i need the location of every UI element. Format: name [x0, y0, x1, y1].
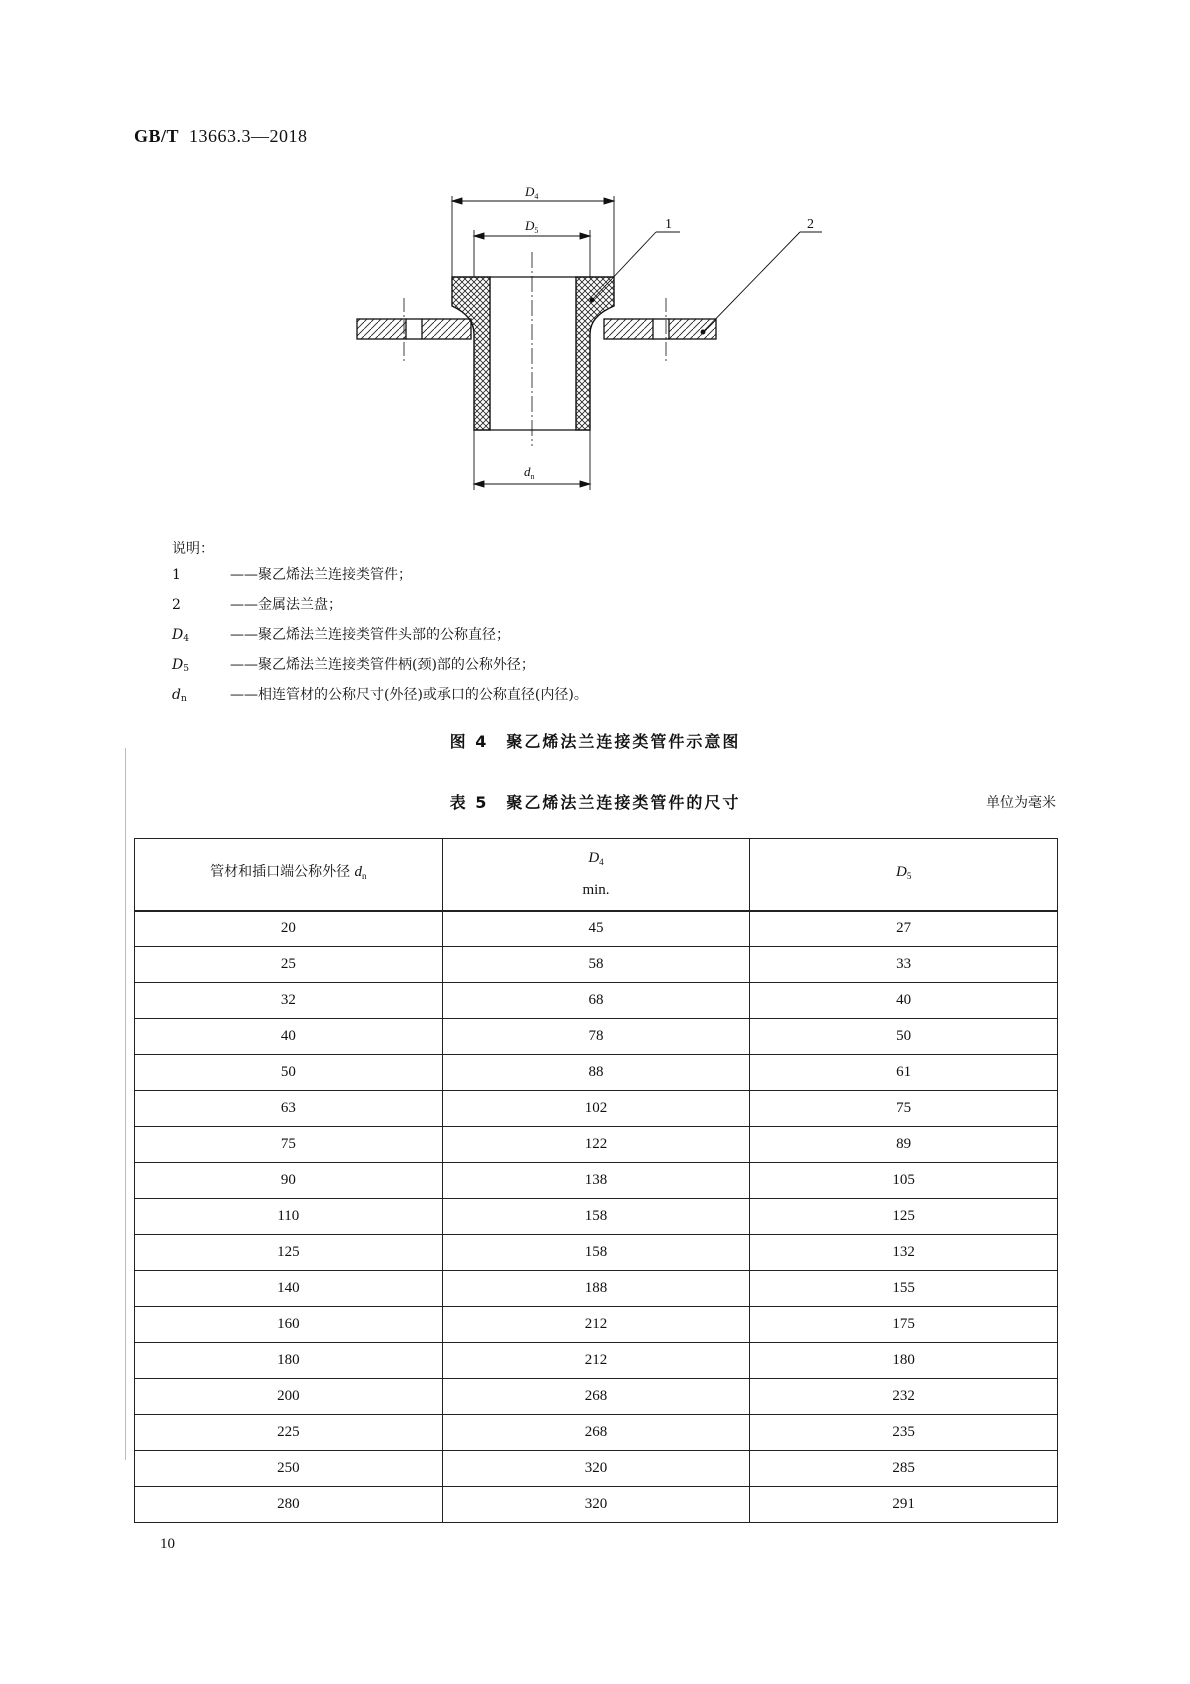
table-cell: 75 — [750, 1091, 1058, 1127]
table-row — [135, 1307, 1058, 1343]
dim-label-dn: $d_n$ — [524, 464, 535, 481]
table-cell: 155 — [750, 1271, 1058, 1307]
table-cell: 78 — [442, 1019, 750, 1055]
table-cell: 63 — [135, 1091, 443, 1127]
callout-1: 1 — [665, 217, 672, 232]
table-cell: 250 — [135, 1451, 443, 1487]
dim-label-d5: $D_5$ — [525, 218, 539, 235]
legend-title: 说明： — [172, 541, 214, 557]
table-cell: 88 — [442, 1055, 750, 1091]
table-cell: 138 — [442, 1163, 750, 1199]
table-cell: 158 — [442, 1199, 750, 1235]
table-row — [135, 1127, 1058, 1163]
table-cell: 132 — [750, 1235, 1058, 1271]
table-cell: 68 — [442, 983, 750, 1019]
standard-prefix: GB/T — [134, 126, 180, 146]
legend-item: 2 ——金属法兰盘； — [172, 597, 342, 613]
table-cell: 20 — [135, 911, 443, 947]
table-row — [135, 1271, 1058, 1307]
standard-code — [134, 126, 308, 147]
table-row — [135, 1487, 1058, 1523]
table-cell: 75 — [135, 1127, 443, 1163]
header-nominal-od: 管材和插口端公称外径 $d_n$ — [135, 839, 443, 911]
table-cell: 122 — [442, 1127, 750, 1163]
table-cell: 200 — [135, 1379, 443, 1415]
table-cell: 61 — [750, 1055, 1058, 1091]
metal-flange — [357, 319, 716, 339]
table-cell: 175 — [750, 1307, 1058, 1343]
dim-label-d4: $D_4$ — [525, 184, 539, 201]
table-cell: 285 — [750, 1451, 1058, 1487]
table-cell: 320 — [442, 1451, 750, 1487]
table-caption: 表 5 聚乙烯法兰连接类管件的尺寸 — [449, 793, 741, 812]
table-row — [135, 1415, 1058, 1451]
table-cell: 180 — [750, 1343, 1058, 1379]
table-row — [135, 1451, 1058, 1487]
table-row — [135, 1199, 1058, 1235]
header-d5: $D_5$ — [750, 839, 1058, 911]
table-cell: 268 — [442, 1379, 750, 1415]
table-cell: 89 — [750, 1127, 1058, 1163]
table-cell: 105 — [750, 1163, 1058, 1199]
table-cell: 280 — [135, 1487, 443, 1523]
table-cell: 40 — [135, 1019, 443, 1055]
pe-fitting-right-wall — [576, 277, 614, 430]
table-cell: 188 — [442, 1271, 750, 1307]
page-number: 10 — [160, 1536, 175, 1552]
table-cell: 180 — [135, 1343, 443, 1379]
table-cell: 110 — [135, 1199, 443, 1235]
table-row — [135, 947, 1058, 983]
table-row — [135, 1379, 1058, 1415]
table-cell: 102 — [442, 1091, 750, 1127]
table-cell: 32 — [135, 983, 443, 1019]
table-cell: 268 — [442, 1415, 750, 1451]
header-d4: $D_4$ min. — [442, 839, 750, 911]
table-cell: 212 — [442, 1307, 750, 1343]
legend-item: $D_4$ ——聚乙烯法兰连接类管件头部的公称直径； — [172, 627, 510, 644]
leader-2 — [701, 232, 822, 334]
table-cell: 90 — [135, 1163, 443, 1199]
table-cell: 320 — [442, 1487, 750, 1523]
table-header-row — [135, 839, 1058, 911]
figure-legend — [172, 536, 588, 712]
table-cell: 125 — [135, 1235, 443, 1271]
table-row — [135, 911, 1058, 947]
table-cell: 45 — [442, 911, 750, 947]
table-cell: 160 — [135, 1307, 443, 1343]
table-cell: 125 — [750, 1199, 1058, 1235]
table-cell: 27 — [750, 911, 1058, 947]
table-row — [135, 1163, 1058, 1199]
table-row — [135, 1055, 1058, 1091]
table-cell: 291 — [750, 1487, 1058, 1523]
flange-fitting-diagram — [340, 176, 840, 496]
table-cell: 212 — [442, 1343, 750, 1379]
callout-2: 2 — [807, 217, 814, 232]
table-unit: 单位为毫米 — [986, 795, 1056, 811]
legend-item: 1 ——聚乙烯法兰连接类管件； — [172, 567, 412, 583]
legend-item: $D_5$ ——聚乙烯法兰连接类管件柄(颈)部的公称外径； — [172, 657, 535, 674]
legend-item: $d_n$ ——相连管材的公称尺寸(外径)或承口的公称直径(内径)。 — [172, 687, 588, 704]
table-cell: 58 — [442, 947, 750, 983]
table-cell: 140 — [135, 1271, 443, 1307]
table-cell: 235 — [750, 1415, 1058, 1451]
table-row — [135, 1019, 1058, 1055]
table-cell: 50 — [750, 1019, 1058, 1055]
table-cell: 158 — [442, 1235, 750, 1271]
table-row — [135, 1343, 1058, 1379]
table-cell: 40 — [750, 983, 1058, 1019]
table-cell: 25 — [135, 947, 443, 983]
table-row — [135, 1235, 1058, 1271]
table-cell: 232 — [750, 1379, 1058, 1415]
table-cell: 50 — [135, 1055, 443, 1091]
table-row — [135, 983, 1058, 1019]
table-cell: 225 — [135, 1415, 443, 1451]
table-row — [135, 1091, 1058, 1127]
figure-caption: 图 4 聚乙烯法兰连接类管件示意图 — [449, 732, 741, 751]
margin-rule — [125, 748, 126, 1460]
pe-fitting-left-wall — [452, 277, 490, 430]
dimensions-table — [134, 838, 1058, 1523]
standard-number: 13663.3—2018 — [189, 126, 308, 146]
table-cell: 33 — [750, 947, 1058, 983]
